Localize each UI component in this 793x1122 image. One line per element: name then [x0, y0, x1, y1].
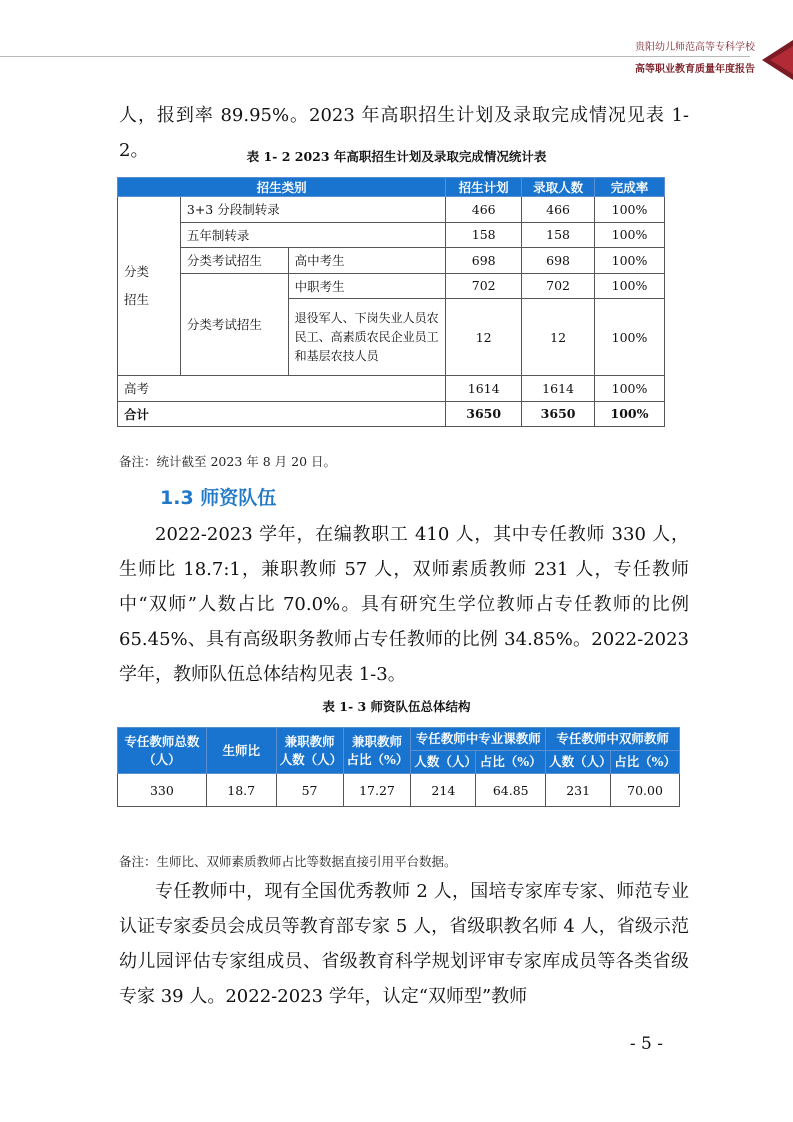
header-full-time: 专任教师总数（人） [118, 728, 207, 774]
group-label: 分类 招生 [118, 197, 181, 376]
header-report-title: 高等职业教育质量年度报告 [635, 64, 755, 75]
row-label: 五年制转录 [180, 222, 445, 248]
row-label: 分类考试招生 [180, 248, 288, 274]
cell-plan: 3650 [446, 401, 522, 427]
header-category: 招生类别 [118, 178, 446, 197]
table2-caption: 表 1- 3 师资队伍总体结构 [322, 699, 471, 714]
cell: 17.27 [343, 774, 411, 807]
table-row [118, 222, 665, 248]
page-number: - 5 - [629, 1034, 663, 1054]
cell: 18.7 [206, 774, 276, 807]
cell: 70.00 [611, 774, 680, 807]
cell: 57 [276, 774, 343, 807]
paragraph-faculty: 2022-2023 学年，在编教职工 410 人，其中专任教师 330 人，生师比 18.7:1，兼职教师 57 人，双师素质教师 231 人，专任教师中“双师”人数占比 70.0%。具有研究生学位教师占专任教师的比例 65.45%、具有高级职务教师占专任教师的比例 34.85%。2022-2023 学年，教师队伍总体结构见表 1-3。 [119, 524, 689, 685]
table-header-row [118, 178, 665, 197]
row-sublabel: 中职考生 [288, 273, 446, 299]
cell-rate: 100% [595, 273, 665, 299]
cell-admit: 158 [522, 222, 595, 248]
cell-rate: 100% [595, 197, 665, 223]
cell-plan: 702 [446, 273, 522, 299]
cell-plan: 466 [446, 197, 522, 223]
corner-ribbon-decoration [762, 40, 793, 80]
table1-caption: 表 1- 2 2023 年高职招生计划及录取完成情况统计表 [246, 149, 547, 164]
faculty-structure-table [117, 727, 680, 807]
header-ratio: 生师比 [206, 728, 276, 774]
table-total-row [118, 401, 665, 427]
row-label: 合计 [118, 401, 446, 427]
row-label: 3+3 分段制转录 [180, 197, 445, 223]
table-row [118, 197, 665, 223]
header-part-time: 兼职教师人数（人） [276, 728, 343, 774]
cell-admit: 698 [522, 248, 595, 274]
table-header-row [118, 728, 680, 751]
cell-rate: 100% [595, 401, 665, 427]
header-admit: 录取人数 [522, 178, 595, 197]
header-count: 人数（人） [411, 751, 476, 774]
cell: 231 [546, 774, 611, 807]
cell-plan: 1614 [446, 376, 522, 402]
header-school-name: 贵阳幼儿师范高等专科学校 [635, 42, 755, 53]
cell-rate: 100% [595, 248, 665, 274]
header-dual-group: 专任教师中双师教师 [546, 728, 680, 751]
cell: 214 [411, 774, 476, 807]
row-sublabel: 高中考生 [288, 248, 446, 274]
cell-rate: 100% [595, 222, 665, 248]
cell-plan: 698 [446, 248, 522, 274]
header-share: 占比（%） [611, 751, 680, 774]
cell-admit: 702 [522, 273, 595, 299]
paragraph-experts: 专任教师中，现有全国优秀教师 2 人，国培专家库专家、师范专业认证专家委员会成员等教育部专家 5 人，省级职教名师 4 人，省级示范幼儿园评估专家组成员、省级教育科学规划评审专家库成员等各类省级专家 39 人。2022-2023 学年，认定“双师型”教师 [119, 881, 689, 1007]
cell-admit: 1614 [522, 376, 595, 402]
header-major-group: 专任教师中专业课教师 [411, 728, 546, 751]
row-sublabel: 退役军人、下岗失业人员农民工、高素质农民企业员工和基层农技人员 [288, 299, 446, 376]
header-divider [0, 56, 750, 57]
table-row [118, 774, 680, 807]
table-row [118, 248, 665, 274]
header-plan: 招生计划 [446, 178, 522, 197]
table2-note: 备注：生师比、双师素质教师占比等数据直接引用平台数据。 [119, 854, 457, 869]
row-label: 高考 [118, 376, 446, 402]
cell-plan: 12 [446, 299, 522, 376]
header-rate: 完成率 [595, 178, 665, 197]
cell-admit: 12 [522, 299, 595, 376]
cell-admit: 3650 [522, 401, 595, 427]
paragraph-enrollment: 人，报到率 89.95%。2023 年高职招生计划及录取完成情况见表 1-2。 [119, 105, 689, 161]
section-title: 1.3 师资队伍 [160, 487, 277, 509]
cell: 64.85 [476, 774, 546, 807]
header-share: 占比（%） [476, 751, 546, 774]
cell-admit: 466 [522, 197, 595, 223]
cell-rate: 100% [595, 299, 665, 376]
table1-note: 备注：统计截至 2023 年 8 月 20 日。 [119, 454, 337, 469]
cell: 330 [118, 774, 207, 807]
table-row [118, 273, 665, 299]
header-count: 人数（人） [546, 751, 611, 774]
cell-rate: 100% [595, 376, 665, 402]
header-part-share: 兼职教师占比（%） [343, 728, 411, 774]
enrollment-table [117, 177, 665, 427]
row-label: 分类考试招生 [180, 273, 288, 376]
table-row [118, 376, 665, 402]
cell-plan: 158 [446, 222, 522, 248]
